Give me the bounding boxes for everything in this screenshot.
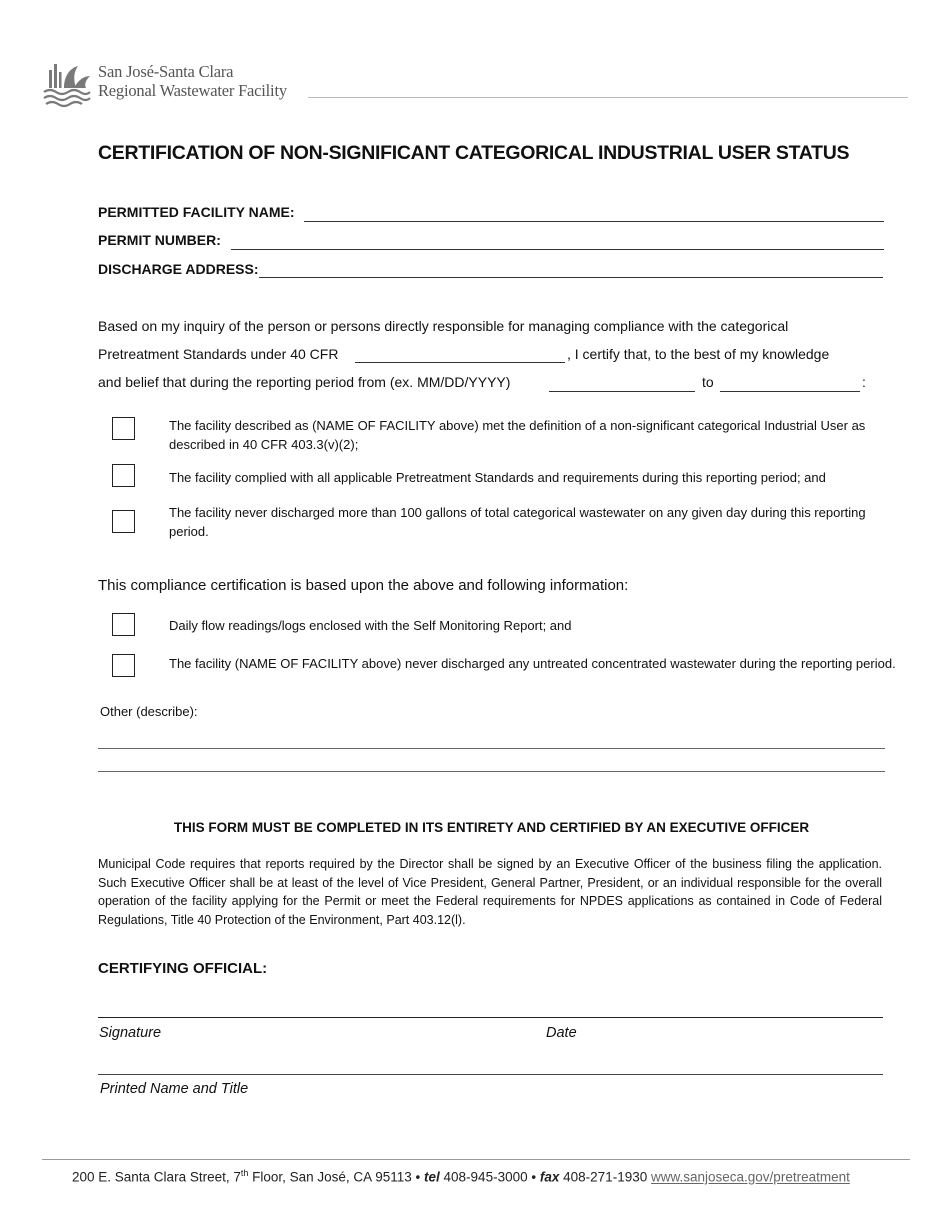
- date-label: Date: [546, 1025, 577, 1041]
- statement-line1: Based on my inquiry of the person or persons directly responsible for managing compliance with the categorical: [98, 318, 789, 334]
- checkbox-complied-standards-label: The facility complied with all applicable Pretreatment Standards and requirements during this reporting period; and: [169, 470, 826, 485]
- period-to-input[interactable]: [720, 391, 860, 392]
- footer-divider: [42, 1159, 910, 1160]
- org-name-line2: Regional Wastewater Facility: [98, 81, 287, 100]
- other-describe-label: Other (describe):: [100, 704, 198, 719]
- checkbox-under-100-gallons[interactable]: [112, 510, 135, 533]
- footer-tel: 408-945-3000: [443, 1169, 528, 1185]
- discharge-address-label: DISCHARGE ADDRESS:: [98, 261, 259, 277]
- wastewater-facility-logo-icon: [40, 58, 92, 110]
- org-name-line1: San José-Santa Clara: [98, 62, 234, 81]
- cfr-part-input[interactable]: [355, 362, 565, 363]
- statement-line3-a: and belief that during the reporting period from (ex. MM/DD/YYYY): [98, 374, 511, 390]
- org-name: [98, 62, 287, 100]
- page-title: CERTIFICATION OF NON-SIGNIFICANT CATEGORICAL INDUSTRIAL USER STATUS: [98, 142, 850, 164]
- permit-number-label: PERMIT NUMBER:: [98, 232, 221, 248]
- municipal-code-paragraph: Municipal Code requires that reports required by the Director shall be signed by an Executive Officer of the business filing the application. Such Executive Officer shall be at least of the level of Vice President, General Partner, President, or an individual responsible for the overall operation of the facility applying for the Permit or meet the Federal requirements for NPDES applications as contained in Code of Federal Regulations, Title 40 Protection of the Environment, Part 403.12(l).: [98, 857, 882, 927]
- checkbox-under-100-gallons-label: The facility never discharged more than 100 gallons of total categorical wastewater on any given day during this reporting period.: [169, 505, 866, 539]
- signature-date-line[interactable]: [98, 1017, 883, 1018]
- executive-officer-notice: THIS FORM MUST BE COMPLETED IN ITS ENTIRETY AND CERTIFIED BY AN EXECUTIVE OFFICER: [173, 820, 810, 835]
- statement-to: to: [702, 374, 714, 390]
- checkbox-nsciu-definition-label: The facility described as (NAME OF FACILITY above) met the definition of a non-significant categorical Industrial User as described in 40 CFR 403.3(v)(2);: [169, 418, 866, 452]
- statement-line2-b: , I certify that, to the best of my knowledge: [567, 346, 830, 362]
- logo: [40, 58, 92, 110]
- checkbox-daily-flow-logs-label: Daily flow readings/logs enclosed with the Self Monitoring Report; and: [169, 618, 572, 633]
- other-describe-line2[interactable]: [98, 771, 885, 772]
- checkbox-nsciu-definition[interactable]: [112, 417, 135, 440]
- footer-address-a: 200 E. Santa Clara Street, 7: [72, 1169, 241, 1185]
- checkbox-no-untreated-discharge-label: The facility (NAME OF FACILITY above) never discharged any untreated concentrated wastewater during the reporting period.: [169, 656, 896, 671]
- footer-tel-label: tel: [424, 1169, 440, 1185]
- certifying-official-heading: CERTIFYING OFFICIAL:: [98, 960, 268, 977]
- other-describe-line1[interactable]: [98, 748, 885, 749]
- footer-fax: 408-271-1930: [563, 1169, 648, 1185]
- checkbox-daily-flow-logs[interactable]: [112, 613, 135, 636]
- facility-name-input[interactable]: [304, 221, 884, 222]
- statement-colon: :: [862, 374, 866, 390]
- checkbox-no-untreated-discharge[interactable]: [112, 654, 135, 677]
- checkbox-complied-standards[interactable]: [112, 464, 135, 487]
- footer-address-sup: th: [240, 1168, 249, 1178]
- header-divider: [308, 97, 908, 98]
- footer-contact: [72, 1168, 850, 1185]
- signature-label: Signature: [99, 1025, 162, 1041]
- compliance-basis-intro: This compliance certification is based upon the above and following information:: [98, 577, 629, 594]
- footer-address-b: Floor, San José, CA 95113: [248, 1169, 412, 1185]
- printed-name-line[interactable]: [98, 1074, 883, 1075]
- facility-name-label: PERMITTED FACILITY NAME:: [98, 204, 295, 220]
- bullet-icon: •: [415, 1169, 421, 1185]
- statement-line2-a: Pretreatment Standards under 40 CFR: [98, 346, 339, 362]
- discharge-address-input[interactable]: [259, 277, 883, 278]
- permit-number-input[interactable]: [231, 249, 884, 250]
- period-from-input[interactable]: [549, 391, 695, 392]
- bullet-icon: •: [531, 1169, 537, 1185]
- printed-name-label: Printed Name and Title: [100, 1081, 249, 1097]
- footer-fax-label: fax: [539, 1169, 560, 1185]
- footer-website-link[interactable]: www.sanjoseca.gov/pretreatment: [651, 1169, 850, 1185]
